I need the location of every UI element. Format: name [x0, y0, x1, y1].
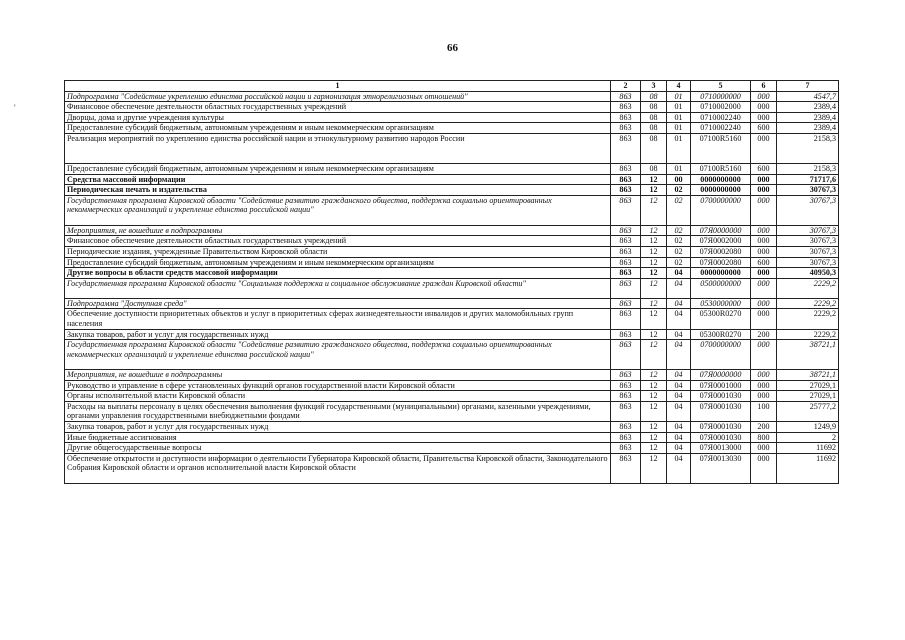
row-subsection-cell: 02	[667, 257, 691, 268]
table-row	[65, 185, 839, 196]
row-target-cell: 07Я0013000	[691, 443, 751, 454]
table-body	[65, 91, 839, 483]
row-section-cell: 12	[641, 432, 667, 443]
row-section-cell: 08	[641, 102, 667, 113]
row-subsection-cell: 01	[667, 102, 691, 113]
row-section-cell: 12	[641, 268, 667, 279]
row-code-cell: 863	[611, 340, 641, 370]
row-amount-cell: 30767,3	[777, 257, 839, 268]
row-target-cell: 05300R0270	[691, 309, 751, 329]
row-amount-cell: 30767,3	[777, 195, 839, 225]
row-subsection-cell: 04	[667, 278, 691, 298]
table-row	[65, 246, 839, 257]
table-row	[65, 174, 839, 185]
row-expense-type-cell: 600	[751, 123, 777, 134]
header-col-7: 7	[777, 81, 839, 92]
row-code-cell: 863	[611, 309, 641, 329]
row-expense-type-cell: 000	[751, 195, 777, 225]
row-code-cell: 863	[611, 268, 641, 279]
row-expense-type-cell: 000	[751, 236, 777, 247]
row-section-cell: 12	[641, 195, 667, 225]
budget-table	[64, 80, 839, 484]
row-code-cell: 863	[611, 195, 641, 225]
row-code-cell: 863	[611, 257, 641, 268]
row-target-cell: 07Я0001030	[691, 422, 751, 433]
table-row	[65, 401, 839, 421]
row-expense-type-cell: 000	[751, 391, 777, 402]
row-expense-type-cell: 100	[751, 401, 777, 421]
row-section-cell: 12	[641, 309, 667, 329]
table-row	[65, 102, 839, 113]
row-expense-type-cell: 000	[751, 225, 777, 236]
row-amount-cell: 40950,3	[777, 268, 839, 279]
row-expense-type-cell: 000	[751, 91, 777, 102]
header-row	[65, 81, 839, 92]
row-target-cell: 07100R5160	[691, 163, 751, 174]
table-row	[65, 422, 839, 433]
row-subsection-cell: 00	[667, 174, 691, 185]
row-expense-type-cell: 000	[751, 340, 777, 370]
row-target-cell: 07Я0002000	[691, 236, 751, 247]
row-expense-type-cell: 600	[751, 257, 777, 268]
table-row	[65, 340, 839, 370]
row-expense-type-cell: 200	[751, 329, 777, 340]
row-amount-cell: 2389,4	[777, 112, 839, 123]
header-col-5: 5	[691, 81, 751, 92]
row-expense-type-cell: 200	[751, 422, 777, 433]
page-number: 66	[447, 42, 458, 54]
table-row	[65, 195, 839, 225]
table-row	[65, 236, 839, 247]
row-target-cell: 0710002000	[691, 102, 751, 113]
table-row	[65, 91, 839, 102]
row-expense-type-cell: 000	[751, 278, 777, 298]
row-code-cell: 863	[611, 91, 641, 102]
row-subsection-cell: 01	[667, 112, 691, 123]
row-code-cell: 863	[611, 163, 641, 174]
row-amount-cell: 2229,2	[777, 309, 839, 329]
row-name-cell: Закупка товаров, работ и услуг для государственных нужд	[65, 329, 611, 340]
row-expense-type-cell: 000	[751, 309, 777, 329]
row-code-cell: 863	[611, 174, 641, 185]
row-code-cell: 863	[611, 236, 641, 247]
row-name-cell: Обеспечение доступности приоритетных объектов и услуг в приоритетных сферах жизнедеятельности инвалидов и других маломобильных групп населения	[65, 309, 611, 329]
row-section-cell: 12	[641, 246, 667, 257]
row-subsection-cell: 04	[667, 401, 691, 421]
row-section-cell: 12	[641, 278, 667, 298]
row-section-cell: 08	[641, 163, 667, 174]
row-amount-cell: 4547,7	[777, 91, 839, 102]
row-code-cell: 863	[611, 432, 641, 443]
table-row	[65, 391, 839, 402]
row-expense-type-cell: 000	[751, 298, 777, 309]
row-name-cell: Государственная программа Кировской области "Содействие развитию гражданского общества, поддержка социально ориентированных некоммерческих организаций и укрепление единства российской нации"	[65, 340, 611, 370]
header-col-2: 2	[611, 81, 641, 92]
row-subsection-cell: 04	[667, 443, 691, 454]
row-amount-cell: 2158,3	[777, 163, 839, 174]
row-amount-cell: 30767,3	[777, 225, 839, 236]
row-subsection-cell: 01	[667, 163, 691, 174]
row-code-cell: 863	[611, 370, 641, 381]
row-code-cell: 863	[611, 246, 641, 257]
row-subsection-cell: 04	[667, 268, 691, 279]
row-expense-type-cell: 000	[751, 443, 777, 454]
table-row	[65, 329, 839, 340]
row-subsection-cell: 02	[667, 246, 691, 257]
row-expense-type-cell: 000	[751, 370, 777, 381]
row-expense-type-cell: 000	[751, 174, 777, 185]
row-code-cell: 863	[611, 185, 641, 196]
header-col-4: 4	[667, 81, 691, 92]
row-expense-type-cell: 000	[751, 246, 777, 257]
row-target-cell: 0000000000	[691, 185, 751, 196]
row-amount-cell: 2389,4	[777, 123, 839, 134]
row-target-cell: 0700000000	[691, 195, 751, 225]
row-name-cell: Органы исполнительной власти Кировской области	[65, 391, 611, 402]
row-code-cell: 863	[611, 298, 641, 309]
row-code-cell: 863	[611, 133, 641, 163]
table-row	[65, 278, 839, 298]
row-target-cell: 07Я0001000	[691, 380, 751, 391]
row-code-cell: 863	[611, 422, 641, 433]
row-amount-cell: 38721,1	[777, 340, 839, 370]
row-name-cell: Предоставление субсидий бюджетным, автономным учреждениям и иным некоммерческим организациям	[65, 163, 611, 174]
row-subsection-cell: 04	[667, 422, 691, 433]
row-target-cell: 0000000000	[691, 174, 751, 185]
row-section-cell: 12	[641, 453, 667, 483]
row-section-cell: 12	[641, 370, 667, 381]
row-subsection-cell: 02	[667, 236, 691, 247]
row-amount-cell: 27029,1	[777, 391, 839, 402]
row-target-cell: 0700000000	[691, 340, 751, 370]
row-code-cell: 863	[611, 443, 641, 454]
row-subsection-cell: 04	[667, 380, 691, 391]
row-name-cell: Государственная программа Кировской области "Содействие развитию гражданского общества, поддержка социально ориентированных некоммерческих организаций и укрепление единства российской нации"	[65, 195, 611, 225]
table-row	[65, 443, 839, 454]
row-amount-cell: 25777,2	[777, 401, 839, 421]
row-target-cell: 0000000000	[691, 268, 751, 279]
table-row	[65, 453, 839, 483]
row-expense-type-cell: 000	[751, 112, 777, 123]
row-expense-type-cell: 000	[751, 380, 777, 391]
row-code-cell: 863	[611, 123, 641, 134]
table-row	[65, 432, 839, 443]
row-name-cell: Мероприятия, не вошедшие в подпрограммы	[65, 370, 611, 381]
row-name-cell: Периодическая печать и издательства	[65, 185, 611, 196]
table-row	[65, 163, 839, 174]
header-col-1: 1	[65, 81, 611, 92]
row-section-cell: 12	[641, 236, 667, 247]
row-subsection-cell: 04	[667, 453, 691, 483]
row-target-cell: 07Я0001030	[691, 391, 751, 402]
row-section-cell: 12	[641, 329, 667, 340]
row-section-cell: 08	[641, 112, 667, 123]
row-section-cell: 12	[641, 185, 667, 196]
row-subsection-cell: 04	[667, 329, 691, 340]
row-target-cell: 0530000000	[691, 298, 751, 309]
row-expense-type-cell: 800	[751, 432, 777, 443]
row-subsection-cell: 04	[667, 298, 691, 309]
row-name-cell: Иные бюджетные ассигнования	[65, 432, 611, 443]
row-amount-cell: 2	[777, 432, 839, 443]
row-section-cell: 08	[641, 91, 667, 102]
row-target-cell: 0500000000	[691, 278, 751, 298]
row-target-cell: 0710000000	[691, 91, 751, 102]
row-code-cell: 863	[611, 112, 641, 123]
header-col-6: 6	[751, 81, 777, 92]
row-subsection-cell: 02	[667, 185, 691, 196]
row-target-cell: 07Я0002080	[691, 257, 751, 268]
row-amount-cell: 2158,3	[777, 133, 839, 163]
row-target-cell: 07Я0001030	[691, 432, 751, 443]
table-row	[65, 257, 839, 268]
row-section-cell: 12	[641, 174, 667, 185]
row-section-cell: 12	[641, 225, 667, 236]
row-expense-type-cell: 000	[751, 453, 777, 483]
table-row	[65, 133, 839, 163]
row-subsection-cell: 04	[667, 340, 691, 370]
row-target-cell: 07Я0000000	[691, 370, 751, 381]
row-expense-type-cell: 000	[751, 102, 777, 113]
row-name-cell: Государственная программа Кировской области "Социальная поддержка и социальное обслуживание граждан Кировской области"	[65, 278, 611, 298]
table-row	[65, 112, 839, 123]
row-target-cell: 05300R0270	[691, 329, 751, 340]
row-name-cell: Подпрограмма "Содействие укреплению единства российской нации и гармонизация этнорелигиозных отношений"	[65, 91, 611, 102]
row-name-cell: Другие вопросы в области средств массовой информации	[65, 268, 611, 279]
row-expense-type-cell: 600	[751, 163, 777, 174]
row-name-cell: Другие общегосударственные вопросы	[65, 443, 611, 454]
row-amount-cell: 2389,4	[777, 102, 839, 113]
row-name-cell: Предоставление субсидий бюджетным, автономным учреждениям и иным некоммерческим организациям	[65, 123, 611, 134]
table-row	[65, 380, 839, 391]
row-target-cell: 0710002240	[691, 112, 751, 123]
row-code-cell: 863	[611, 391, 641, 402]
row-subsection-cell: 01	[667, 133, 691, 163]
row-target-cell: 07Я0013030	[691, 453, 751, 483]
row-subsection-cell: 02	[667, 225, 691, 236]
table-row	[65, 123, 839, 134]
row-name-cell: Реализация мероприятий по укреплению единства российской нации и этнокультурному развитию народов России	[65, 133, 611, 163]
row-name-cell: Закупка товаров, работ и услуг для государственных нужд	[65, 422, 611, 433]
row-target-cell: 07100R5160	[691, 133, 751, 163]
row-name-cell: Мероприятия, не вошедшие в подпрограммы	[65, 225, 611, 236]
row-amount-cell: 2229,2	[777, 278, 839, 298]
row-amount-cell: 2229,2	[777, 298, 839, 309]
row-section-cell: 12	[641, 401, 667, 421]
table-row	[65, 370, 839, 381]
row-section-cell: 12	[641, 422, 667, 433]
table-row	[65, 268, 839, 279]
row-code-cell: 863	[611, 278, 641, 298]
row-code-cell: 863	[611, 102, 641, 113]
header-col-3: 3	[641, 81, 667, 92]
row-target-cell: 07Я0000000	[691, 225, 751, 236]
row-subsection-cell: 01	[667, 123, 691, 134]
row-subsection-cell: 04	[667, 309, 691, 329]
row-amount-cell: 11692	[777, 443, 839, 454]
scan-mark: '	[14, 103, 16, 113]
table-row	[65, 225, 839, 236]
row-name-cell: Финансовое обеспечение деятельности областных государственных учреждений	[65, 236, 611, 247]
row-amount-cell: 27029,1	[777, 380, 839, 391]
row-target-cell: 0710002240	[691, 123, 751, 134]
row-amount-cell: 30767,3	[777, 246, 839, 257]
row-section-cell: 08	[641, 133, 667, 163]
row-subsection-cell: 04	[667, 370, 691, 381]
row-section-cell: 08	[641, 123, 667, 134]
row-amount-cell: 38721,1	[777, 370, 839, 381]
row-name-cell: Периодические издания, учрежденные Правительством Кировской области	[65, 246, 611, 257]
table-row	[65, 309, 839, 329]
row-subsection-cell: 04	[667, 391, 691, 402]
row-code-cell: 863	[611, 329, 641, 340]
row-expense-type-cell: 000	[751, 185, 777, 196]
row-amount-cell: 30767,3	[777, 236, 839, 247]
table-row	[65, 298, 839, 309]
row-section-cell: 12	[641, 257, 667, 268]
row-amount-cell: 1249,9	[777, 422, 839, 433]
row-expense-type-cell: 000	[751, 133, 777, 163]
row-code-cell: 863	[611, 453, 641, 483]
row-code-cell: 863	[611, 401, 641, 421]
row-expense-type-cell: 000	[751, 268, 777, 279]
row-amount-cell: 11692	[777, 453, 839, 483]
row-target-cell: 07Я0001030	[691, 401, 751, 421]
row-name-cell: Предоставление субсидий бюджетным, автономным учреждениям и иным некоммерческим организациям	[65, 257, 611, 268]
row-amount-cell: 30767,3	[777, 185, 839, 196]
row-name-cell: Финансовое обеспечение деятельности областных государственных учреждений	[65, 102, 611, 113]
row-code-cell: 863	[611, 225, 641, 236]
row-section-cell: 12	[641, 340, 667, 370]
row-name-cell: Обеспечение открытости и доступности информации о деятельности Губернатора Кировской области, Правительства Кировской области, Законодательного Собрания Кировской области и органов исполнительной власти Кировской области	[65, 453, 611, 483]
row-name-cell: Средства массовой информации	[65, 174, 611, 185]
row-amount-cell: 2229,2	[777, 329, 839, 340]
row-name-cell: Расходы на выплаты персоналу в целях обеспечения выполнения функций государственными (муниципальными) органами, казенными учреждениями, органами управления государственными внебюджетными фондами	[65, 401, 611, 421]
row-section-cell: 12	[641, 380, 667, 391]
row-name-cell: Дворцы, дома и другие учреждения культуры	[65, 112, 611, 123]
row-subsection-cell: 01	[667, 91, 691, 102]
row-section-cell: 12	[641, 443, 667, 454]
row-name-cell: Подпрограмма "Доступная среда"	[65, 298, 611, 309]
row-name-cell: Руководство и управление в сфере установленных функций органов государственной власти Кировской области	[65, 380, 611, 391]
row-target-cell: 07Я0002080	[691, 246, 751, 257]
row-section-cell: 12	[641, 298, 667, 309]
row-code-cell: 863	[611, 380, 641, 391]
row-subsection-cell: 02	[667, 195, 691, 225]
row-section-cell: 12	[641, 391, 667, 402]
row-amount-cell: 71717,6	[777, 174, 839, 185]
row-subsection-cell: 04	[667, 432, 691, 443]
